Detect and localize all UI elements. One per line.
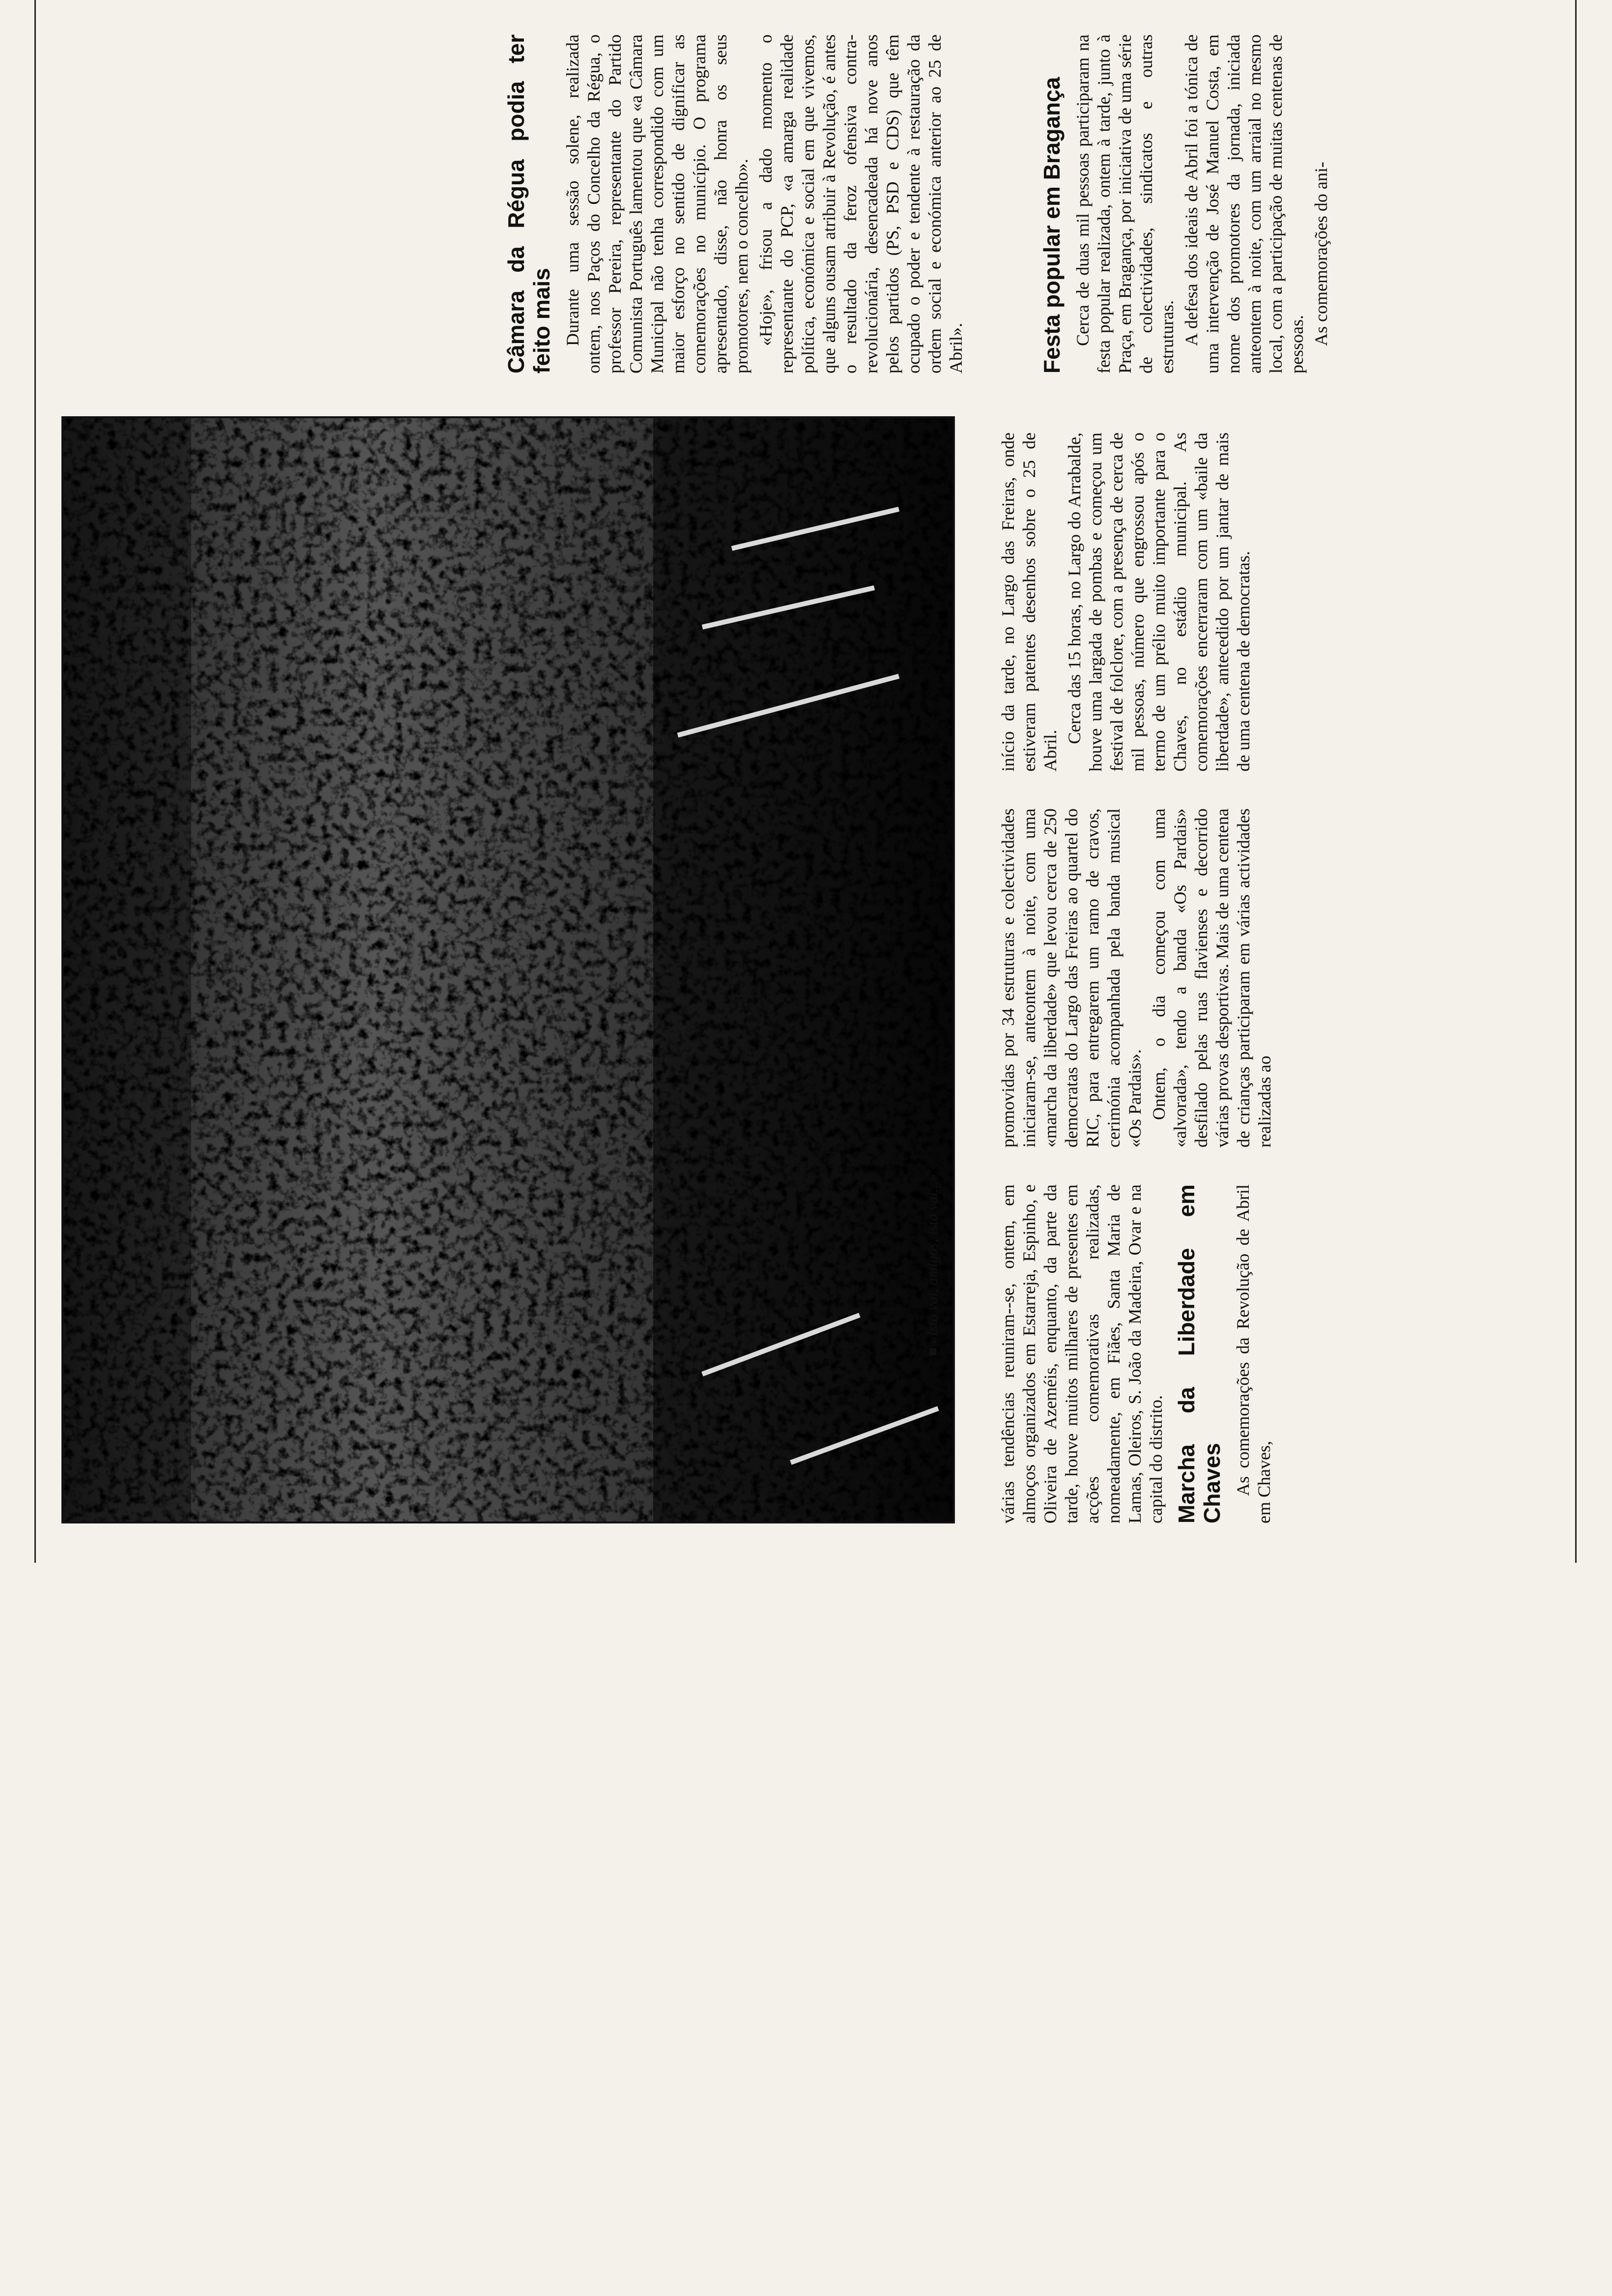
crowd-photo-image — [63, 418, 953, 1521]
bottom-rule — [1575, 0, 1577, 1563]
left-column-1 — [998, 1184, 1278, 1523]
right-column-1b — [1032, 34, 1335, 373]
paragraph: Durante uma sessão solene, realizada ontem, nos Paços do Concelho da Régua, o professor Pereira, representante do Partido Comunista Português lamentou que «a Câmara Municipal não tenha correspondido com um maior esforço no sentido de dignificar as comemorações no município. O programa apresentado, disse, não honra os seus promotores, nem o concelho». — [563, 34, 751, 373]
right-column-1 — [496, 34, 970, 373]
section-heading-chaves: Marcha da Liberdade em Chaves — [1174, 1184, 1225, 1523]
news-photo — [61, 416, 955, 1523]
paragraph: Cerca de duas mil pessoas participaram na festa popular realizada, ontem à tarde, junto à Praça, em Bragança, por iniciativa de uma série de colectividades, sindicatos e outras estruturas. — [1073, 34, 1177, 373]
paragraph: A defesa dos ideais de Abril foi a tónica de uma intervenção de José Manuel Costa, em nome dos promotores da jornada, iniciada anteontem à noite, com um arraial no mesmo local, com a participação de muitas centenas de pessoas. — [1181, 34, 1307, 373]
top-rule — [34, 0, 36, 1563]
paragraph: «Hoje», frisou a dado momento o representante do PCP, «a amarga realidade política, económica e social em que vivemos, que alguns ousam atribuir à Revolução, é antes o resultado da feroz ofensiva contra-revolucionária, desencadeada há nove anos pelos partidos (PS, PSD e CDS) que têm ocupado o poder e tendente à restauração da ordem social e económica anterior ao 25 de Abril». — [756, 34, 966, 373]
section-heading-braganca: Festa popular em Bragança — [1039, 77, 1065, 373]
paragraph: várias tendências reuniram--se, ontem, em almoços organizados em Estarreja, Espinho, e Oliveira de Azeméis, enquanto, da parte da tarde, houve muitos milhares de presentes em acções comemorativas realizadas, nomeadamente, em Fiães, Santa Maria de Lamas, Oleiros, S. João da Madeira, Ovar e na capital do distrito. — [998, 1184, 1166, 1523]
paragraph: Cerca das 15 horas, no Largo do Arrabalde, houve uma largada de pombas e começou um festival de folclore, com a presença de cerca de mil pessoas, número que engrossou após o termo de um prélio muito importante para o Chaves, no estádio municipal. As comemorações encerraram com um «baile da liberdade», antecedido por um jantar de mais de uma centena de democratas. — [1065, 432, 1253, 772]
paragraph: As comemorações da Revolução de Abril em Chaves, — [1233, 1184, 1274, 1523]
left-column-3 — [998, 432, 1257, 772]
paragraph: início da tarde, no Largo das Freiras, onde estiveram patentes desenhos sobre o 25 de Abril. — [998, 432, 1060, 772]
photo-caption: ■ «Isto vai, amigos, isto vai...» — [924, 1174, 941, 1356]
section-heading-regua: Câmara da Régua podia ter feito mais — [503, 34, 554, 373]
paragraph: Ontem, o dia começou com uma «alvorada», tendo a banda «Os Pardais» desfilado pelas ruas flavienses e decorrido várias provas desportivas. Mais de uma centena de crianças participaram em várias actividades realizadas ao — [1149, 808, 1274, 1148]
left-column-2 — [998, 808, 1278, 1148]
paragraph: promovidas por 34 estruturas e colectividades iniciaram-se, anteontem à noite, com uma «marcha da liberdade» que levou cerca de 250 democratas do Largo das Freiras ao quartel do RIC, para entregarem um ramo de cravos, cerimónia acompanhada pela banda musical «Os Pardais». — [998, 808, 1145, 1148]
paragraph: As comemorações do ani- — [1311, 162, 1331, 346]
